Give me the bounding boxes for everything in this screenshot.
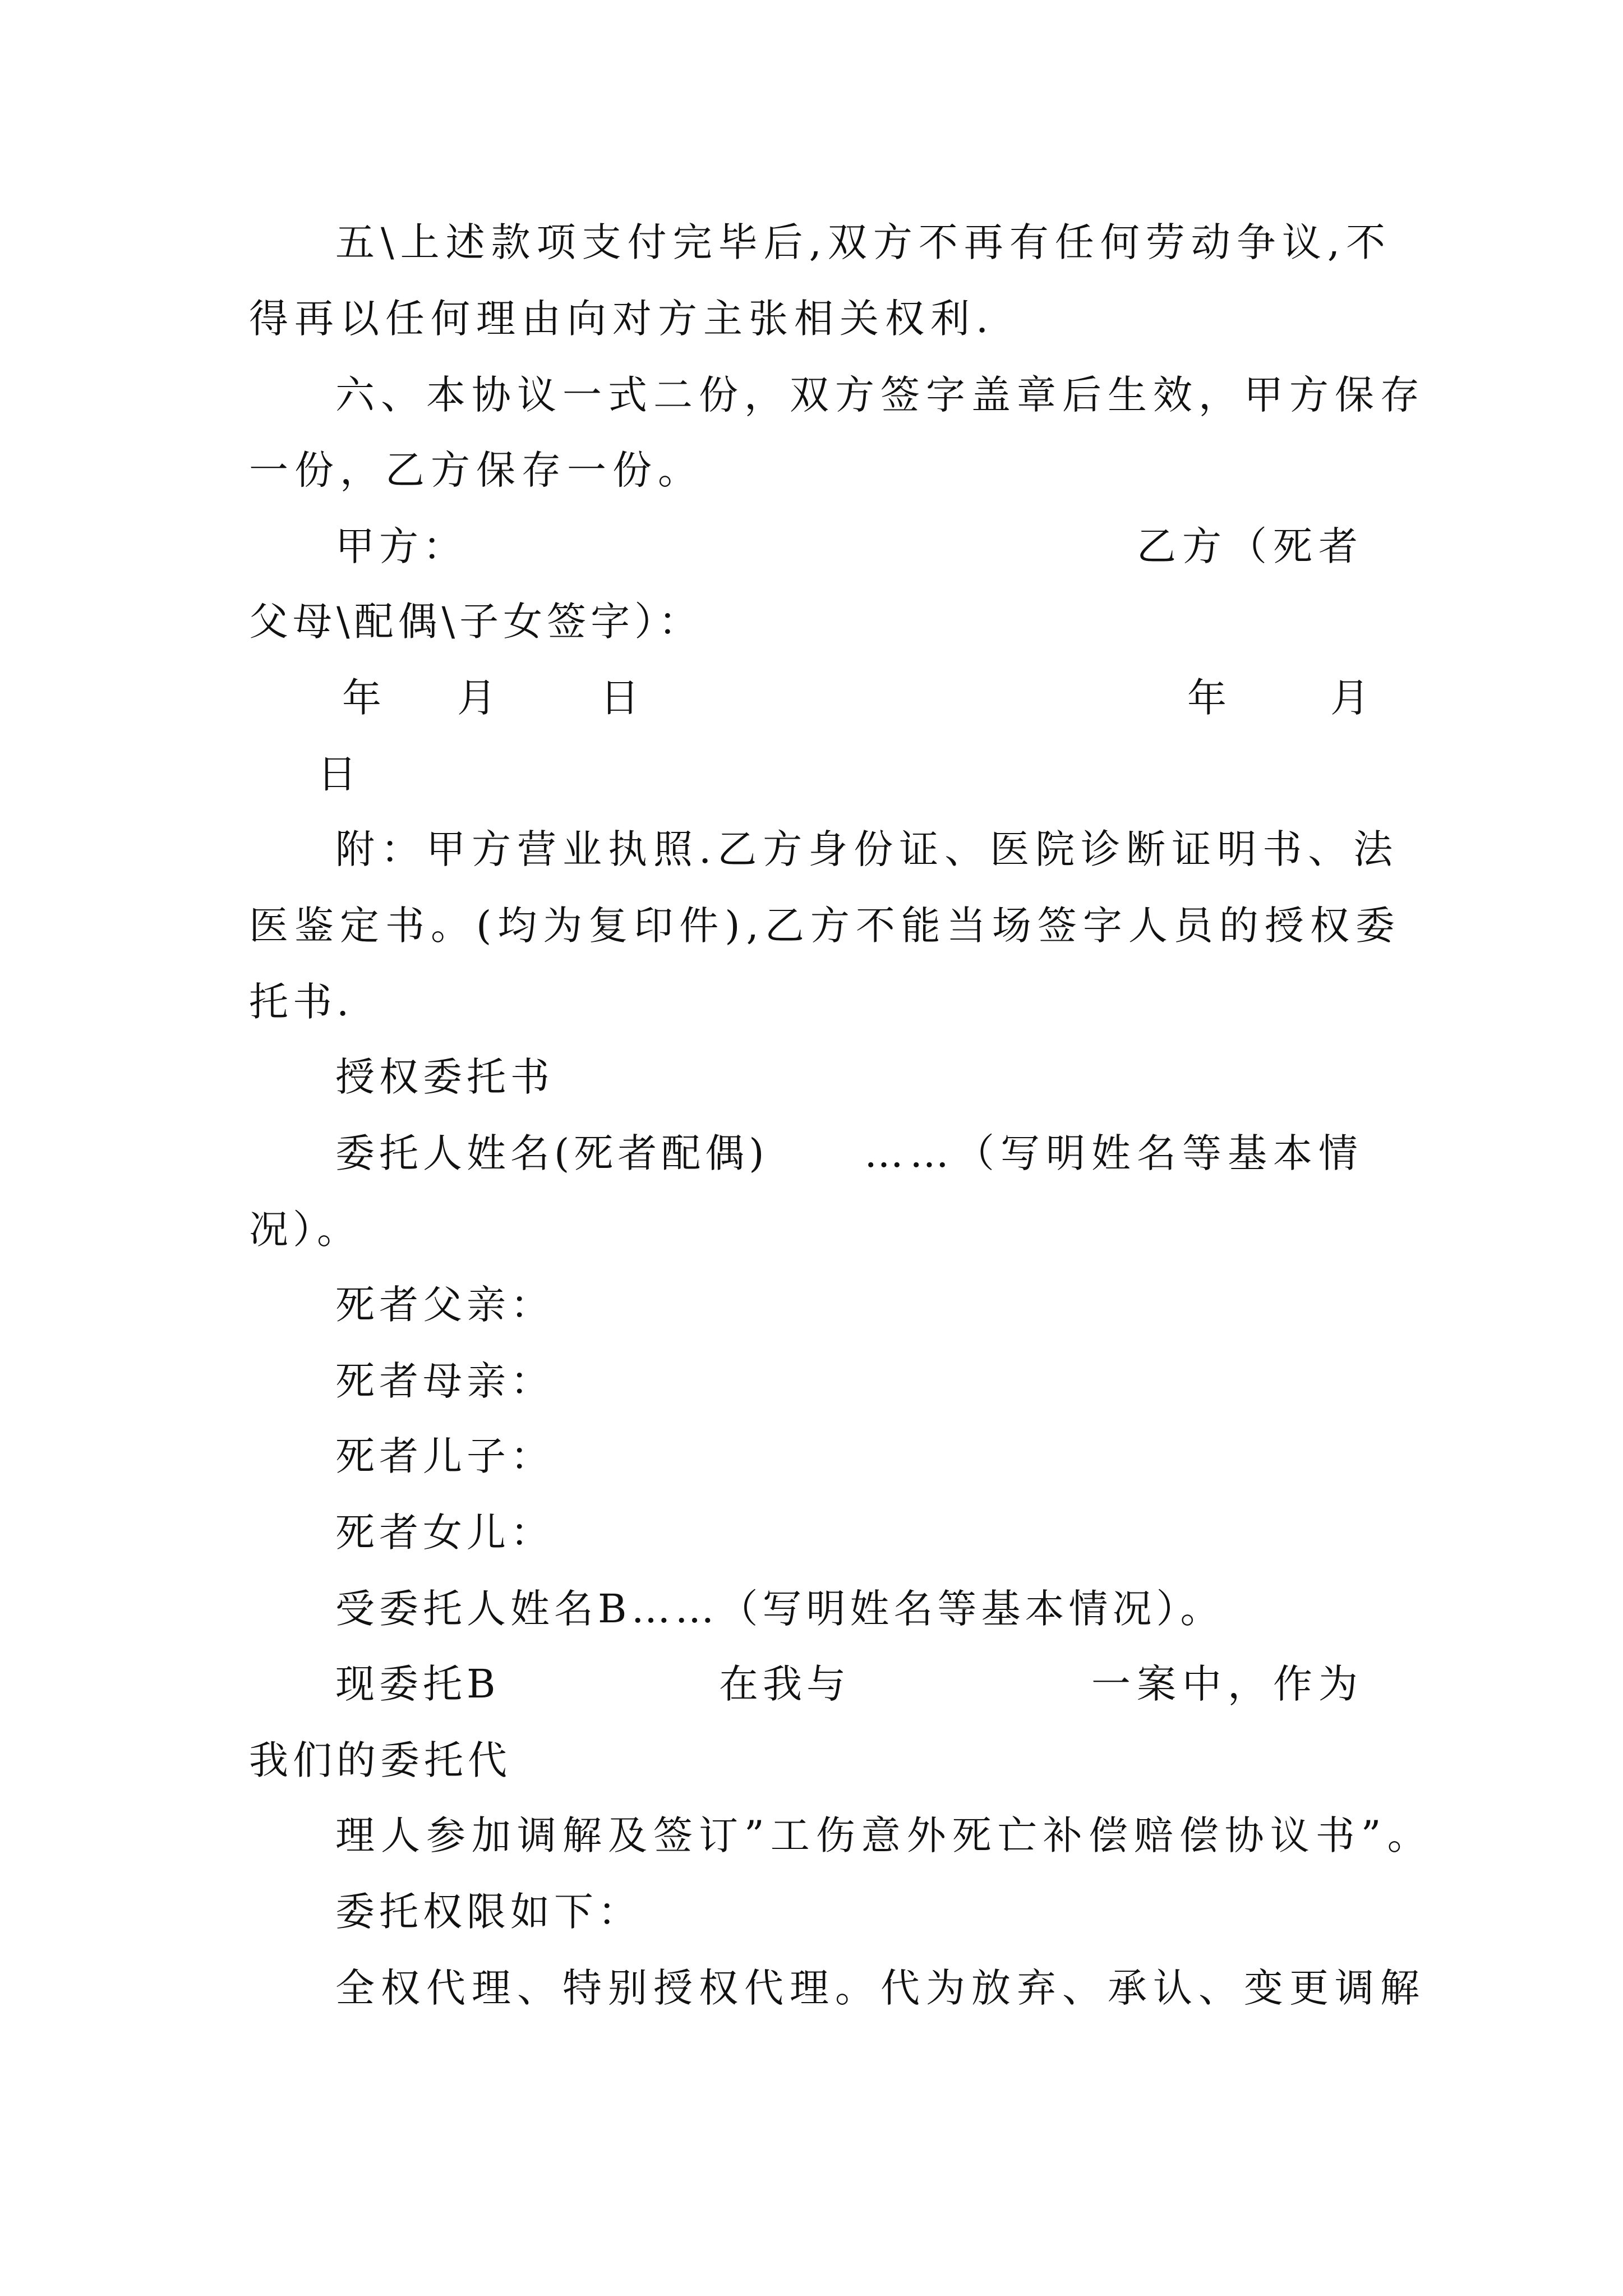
paragraph-6-line-1: 六、本协议一式二份，双方签字盖章后生效，甲方保存 (335, 372, 1426, 418)
attachment-line-3: 托书. (249, 979, 354, 1025)
poa-principal-label: 委托人姓名(死者配偶) (335, 1130, 769, 1176)
paragraph-5-line-1: 五\上述款项支付完毕后,双方不再有任何劳动争议,不 (335, 219, 1392, 265)
poa-entrust-cont: 我们的委托代 (249, 1737, 511, 1783)
poa-title: 授权委托书 (335, 1054, 554, 1100)
date-b-day: 日 (317, 751, 361, 797)
date-a-day: 日 (600, 675, 644, 721)
poa-son: 死者儿子： (335, 1433, 554, 1479)
party-a-label: 甲方： (335, 523, 467, 569)
date-a-month: 月 (457, 675, 501, 721)
poa-father: 死者父亲： (335, 1282, 554, 1328)
poa-daughter: 死者女儿： (335, 1510, 554, 1556)
attachment-line-1: 附：甲方营业执照.乙方身份证、医院诊断证明书、法 (335, 826, 1399, 872)
paragraph-5-line-2: 得再以任何理由向对方主张相关权利. (249, 296, 995, 342)
poa-scope-title: 委托权限如下： (335, 1889, 642, 1935)
date-a-year: 年 (342, 675, 386, 721)
poa-agent: 受委托人姓名B……（写明姓名等基本情况）。 (335, 1586, 1224, 1632)
poa-entrust-part-2: 在我与 (719, 1661, 850, 1707)
poa-entrust-line-2: 理人参加调解及签订”工伤意外死亡补偿赔偿协议书”。 (335, 1812, 1433, 1858)
poa-principal-note-cont: 况）。 (249, 1207, 361, 1253)
poa-entrust-part-1: 现委托B (335, 1661, 500, 1707)
date-b-month: 月 (1330, 675, 1374, 721)
paragraph-6-line-2: 一份，乙方保存一份。 (249, 447, 703, 493)
party-b-label-cont: 父母\配偶\子女签字）： (249, 599, 703, 645)
attachment-line-2: 医鉴定书。(均为复印件),乙方不能当场签字人员的授权委 (249, 903, 1401, 949)
party-b-label: 乙方（死者 (1137, 523, 1364, 569)
poa-principal-note: ……（写明姓名等基本情 (864, 1130, 1364, 1176)
poa-scope-text: 全权代理、特别授权代理。代为放弃、承认、变更调解 (335, 1965, 1426, 2011)
poa-mother: 死者母亲： (335, 1358, 554, 1404)
date-b-year: 年 (1187, 675, 1231, 721)
poa-entrust-part-3: 一案中，作为 (1091, 1661, 1364, 1707)
